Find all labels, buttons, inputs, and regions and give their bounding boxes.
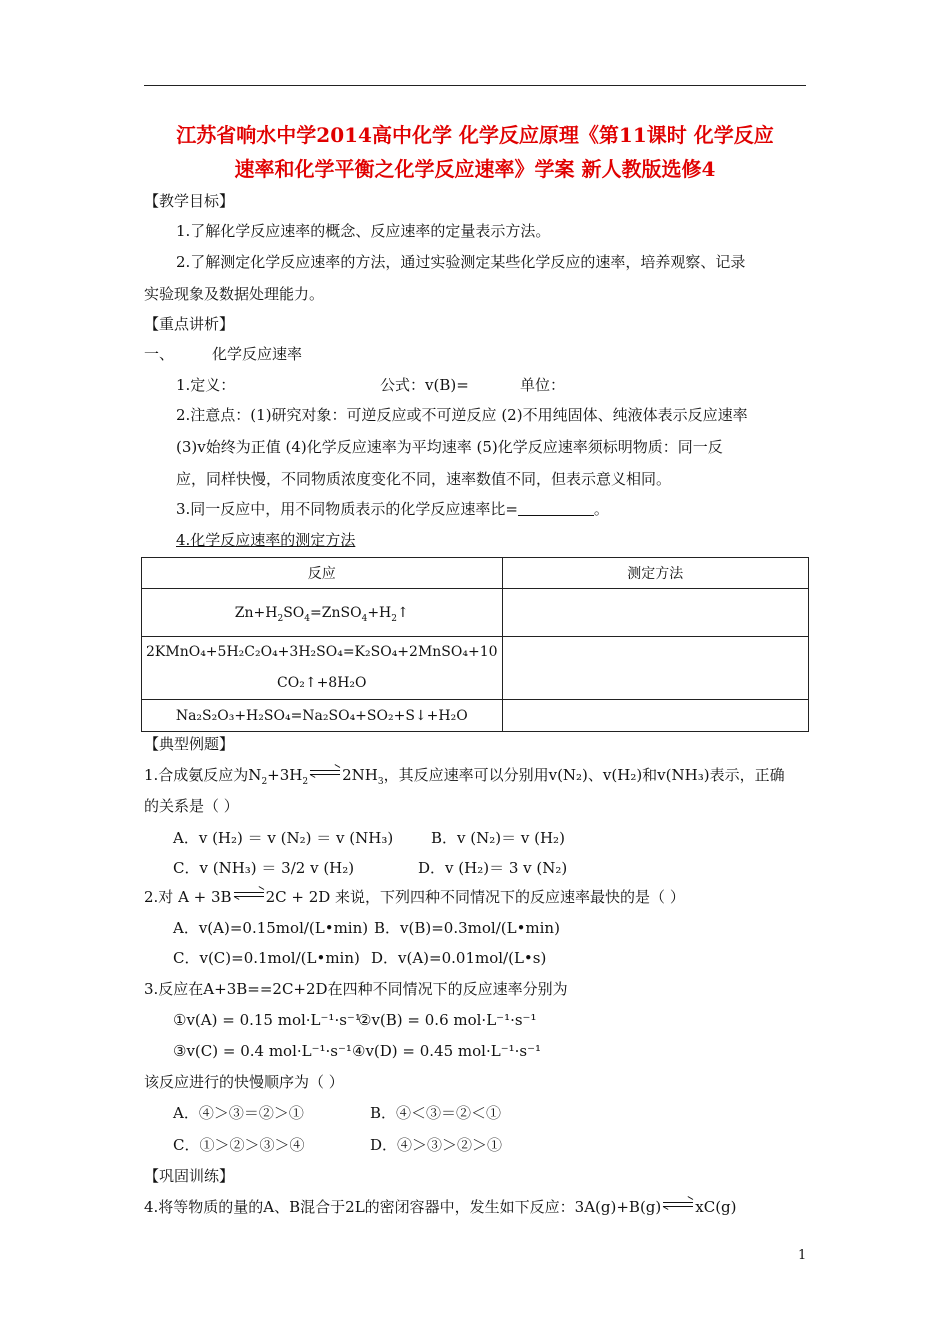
equilibrium-arrow-icon xyxy=(234,890,264,900)
reaction-cell xyxy=(142,637,503,700)
q1-option-d[interactable]: D．v (H₂)＝ 3 v (N₂) xyxy=(418,859,568,877)
q3-condition-2: ②v(B) = 0.6 mol·L⁻¹·s⁻¹ xyxy=(358,1011,537,1029)
method-cell[interactable] xyxy=(502,589,808,637)
equilibrium-arrow-icon xyxy=(310,768,340,778)
method-cell[interactable] xyxy=(502,637,808,700)
q3-ask: 该反应进行的快慢顺序为（ ） xyxy=(144,1073,344,1091)
goal-2-line-1: 2.了解测定化学反应速率的方法，通过实验测定某些化学反应的速率，培养观察、记录 xyxy=(176,253,746,271)
header-reaction: 反应 xyxy=(142,558,503,589)
section-key-points: 【重点讲析】 xyxy=(144,315,235,333)
part-1-title: 化学反应速率 xyxy=(212,345,303,363)
q2-option-a[interactable]: A．v(A)=0.15mol/(L•min) xyxy=(173,919,369,937)
reaction-cell: Na₂S₂O₃+H₂SO₄=Na₂SO₄+SO₂+S↓+H₂O xyxy=(142,700,503,732)
part-1-number: 一、 xyxy=(144,345,175,363)
table-row xyxy=(142,589,809,637)
q3-option-b[interactable]: B．④＜③＝②＜① xyxy=(370,1104,502,1122)
definition-label: 1.定义： xyxy=(176,376,236,394)
table-row xyxy=(142,700,809,732)
item-4-heading: 4.化学反应速率的测定方法 xyxy=(176,531,356,549)
reaction-line-2: CO₂↑+8H₂O xyxy=(277,675,367,691)
item-3-end: 。 xyxy=(593,500,609,518)
q3-option-a[interactable]: A．④＞③＝②＞① xyxy=(173,1104,304,1122)
note-line-3: 应，同样快慢，不同物质浓度变化不同，速率数值不同，但表示意义相同。 xyxy=(176,470,672,488)
q3-condition-3: ③v(C) = 0.4 mol·L⁻¹·s⁻¹ xyxy=(173,1042,352,1060)
question-1-line-2: 的关系是（ ） xyxy=(144,797,239,815)
question-2: 2.对 A + 3B 2C + 2D 来说，下列四种不同情况下的反应速率最快的是（ ） xyxy=(144,888,685,906)
q1-option-b[interactable]: B．v (N₂)＝ v (H₂) xyxy=(431,829,565,847)
q1-option-c[interactable]: C．v (NH₃) ＝ 3/2 v (H₂) xyxy=(173,859,355,877)
method-cell[interactable] xyxy=(502,700,808,732)
header-method: 测定方法 xyxy=(502,558,808,589)
item-3 xyxy=(176,499,609,519)
q3-condition-4: ④v(D) = 0.45 mol·L⁻¹·s⁻¹ xyxy=(352,1042,542,1060)
section-teaching-goals: 【教学目标】 xyxy=(144,192,235,210)
section-examples: 【典型例题】 xyxy=(144,735,235,753)
q3-option-c[interactable]: C．①＞②＞③＞④ xyxy=(173,1136,305,1154)
q2-option-b[interactable]: B．v(B)=0.3mol/(L•min) xyxy=(374,919,560,937)
table-row xyxy=(142,637,809,700)
header-rule xyxy=(144,85,806,86)
unit-label: 单位： xyxy=(520,376,566,394)
q2-option-c[interactable]: C．v(C)=0.1mol/(L•min) xyxy=(173,949,360,967)
reaction-cell: $Zn+H_2SO_4=ZnSO_4+H_2↑$ xyxy=(142,589,503,637)
title-line-1: 江苏省响水中学2014高中化学 化学反应原理《第11课时 化学反应 xyxy=(176,123,774,147)
question-3: 3.反应在A+3B==2C+2D在四种不同情况下的反应速率分别为 xyxy=(144,980,568,998)
q1-option-a[interactable]: A．v (H₂) ＝ v (N₂) ＝ v (NH₃) xyxy=(173,829,394,847)
equilibrium-arrow-icon xyxy=(663,1200,693,1210)
q3-condition-1: ①v(A) = 0.15 mol·L⁻¹·s⁻¹ xyxy=(173,1011,361,1029)
measurement-methods-table xyxy=(141,557,809,732)
table-header-row xyxy=(142,558,809,589)
page-number: 1 xyxy=(798,1248,807,1263)
title-line-2: 速率和化学平衡之化学反应速率》学案 新人教版选修4 xyxy=(234,157,716,181)
section-practice: 【巩固训练】 xyxy=(144,1167,235,1185)
q2-option-d[interactable]: D．v(A)=0.01mol/(L•s) xyxy=(371,949,547,967)
item-3-text: 3.同一反应中，用不同物质表示的化学反应速率比= xyxy=(176,500,518,518)
q3-option-d[interactable]: D．④＞③＞②＞① xyxy=(370,1136,503,1154)
note-line-2: (3)v始终为正值 (4)化学反应速率为平均速率 (5)化学反应速率须标明物质：同一反 xyxy=(176,438,723,456)
reaction-line-1: 2KMnO₄+5H₂C₂O₄+3H₂SO₄=K₂SO₄+2MnSO₄+10 xyxy=(146,644,498,660)
goal-1: 1.了解化学反应速率的概念、反应速率的定量表示方法。 xyxy=(176,222,551,240)
question-4: 4.将等物质的量的A、B混合于2L的密闭容器中，发生如下反应：3A(g)+B(g) xC(g) xyxy=(144,1198,737,1216)
formula-label: 公式：v(B)= xyxy=(380,376,469,394)
answer-blank[interactable] xyxy=(518,501,594,516)
note-line-1: 2.注意点：(1)研究对象：可逆反应或不可逆反应 (2)不用纯固体、纯液体表示反应速率 xyxy=(176,406,748,424)
goal-2-line-2: 实验现象及数据处理能力。 xyxy=(144,285,325,303)
question-1-line-1: 1.合成氨反应为$N_2+3H_2$ $2NH_3$，其反应速率可以分别用v(N₂)、v(H₂)和v(NH₃)表示，正确 xyxy=(144,766,785,787)
